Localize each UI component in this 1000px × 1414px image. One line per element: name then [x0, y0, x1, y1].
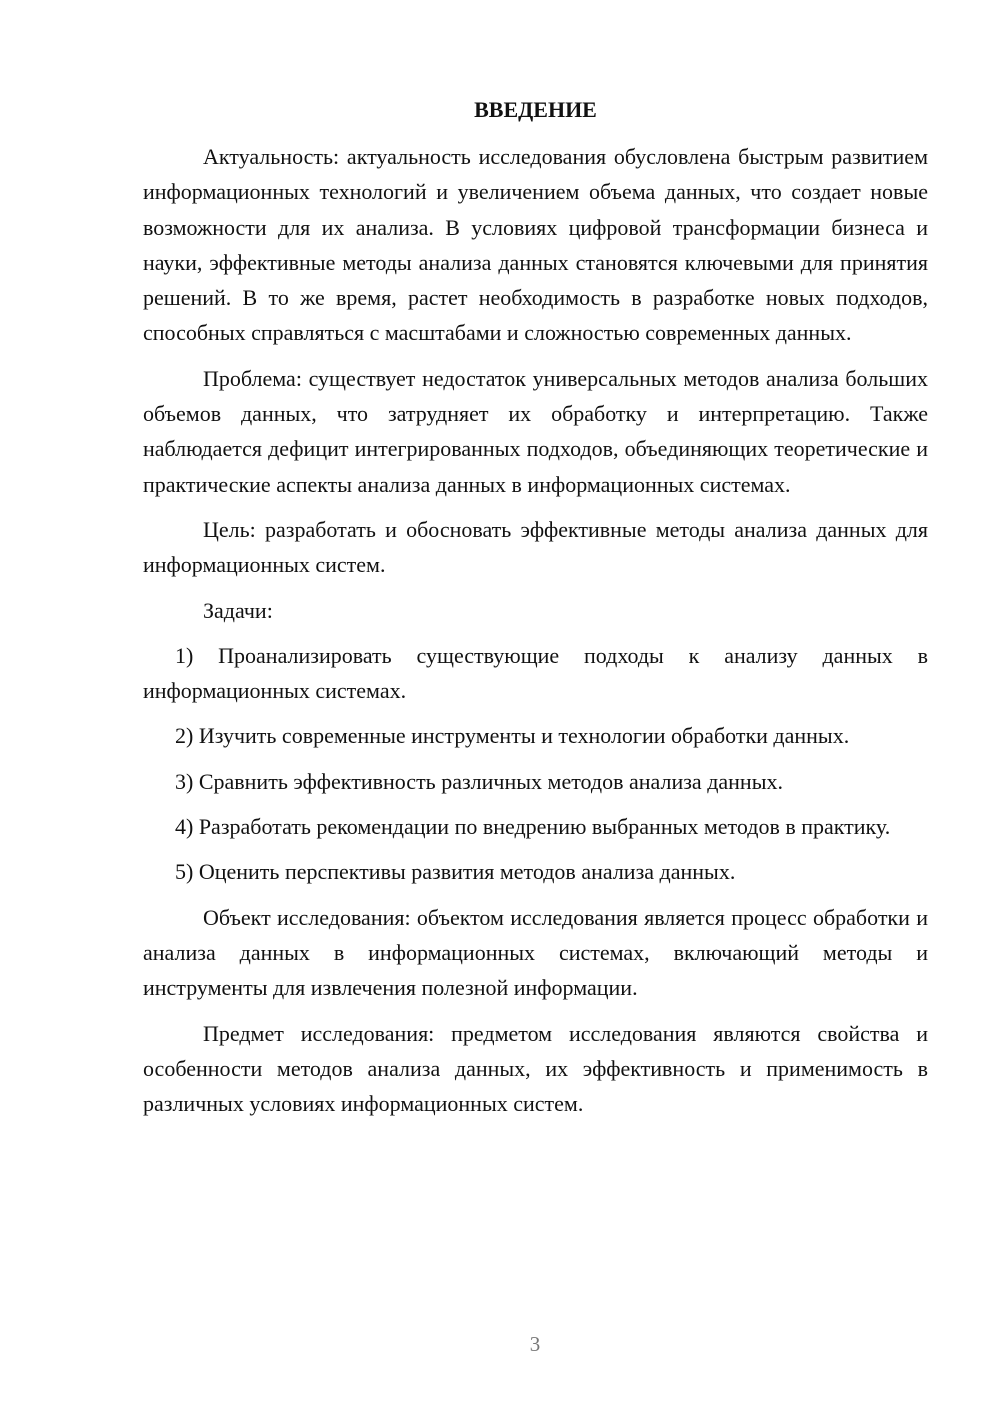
paragraph-subject: Предмет исследования: предметом исследования являются свойства и особенности методов анализа данных, их эффективность и применимость в различных условиях информационных систем. [143, 1020, 928, 1117]
task-item-1: 1) Проанализировать существующие подходы к анализу данных в информационных системах. [143, 642, 928, 704]
document-body [143, 92, 928, 1131]
task-item-2: 2) Изучить современные инструменты и технологии обработки данных. [175, 723, 850, 749]
section-title: ВВЕДЕНИЕ [474, 97, 597, 122]
task-item-3: 3) Сравнить эффективность различных методов анализа данных. [175, 768, 783, 794]
tasks-list [143, 638, 928, 890]
task-item-5: 5) Оценить перспективы развития методов анализа данных. [175, 859, 736, 885]
paragraph-problem: Проблема: существует недостаток универсальных методов анализа больших объемов данных, что затрудняет их обработку и интерпретацию. Также наблюдается дефицит интегрированных подходов, объединяющих теоретические и практические аспекты анализа данных в информационных системах. [143, 365, 928, 497]
page-number: 3 [529, 1332, 541, 1356]
paragraph-relevance: Актуальность: актуальность исследования обусловлена быстрым развитием информационных технологий и увеличением объема данных, что создает новые возможности для их анализа. В условиях цифровой трансформации бизнеса и науки, эффективные методы анализа данных становятся ключевыми для принятия решений. В то же время, растет необходимость в разработке новых подходов, способных справляться с масштабами и сложностью современных данных. [143, 144, 928, 346]
tasks-heading: Задачи: [203, 597, 273, 623]
paragraph-object: Объект исследования: объектом исследования является процесс обработки и анализа данных в информационных системах, включающий методы и инструменты для извлечения полезной информации. [143, 904, 928, 1001]
task-item-4: 4) Разработать рекомендации по внедрению выбранных методов в практику. [175, 814, 891, 840]
paragraph-goal: Цель: разработать и обосновать эффективные методы анализа данных для информационных систем. [143, 516, 928, 578]
